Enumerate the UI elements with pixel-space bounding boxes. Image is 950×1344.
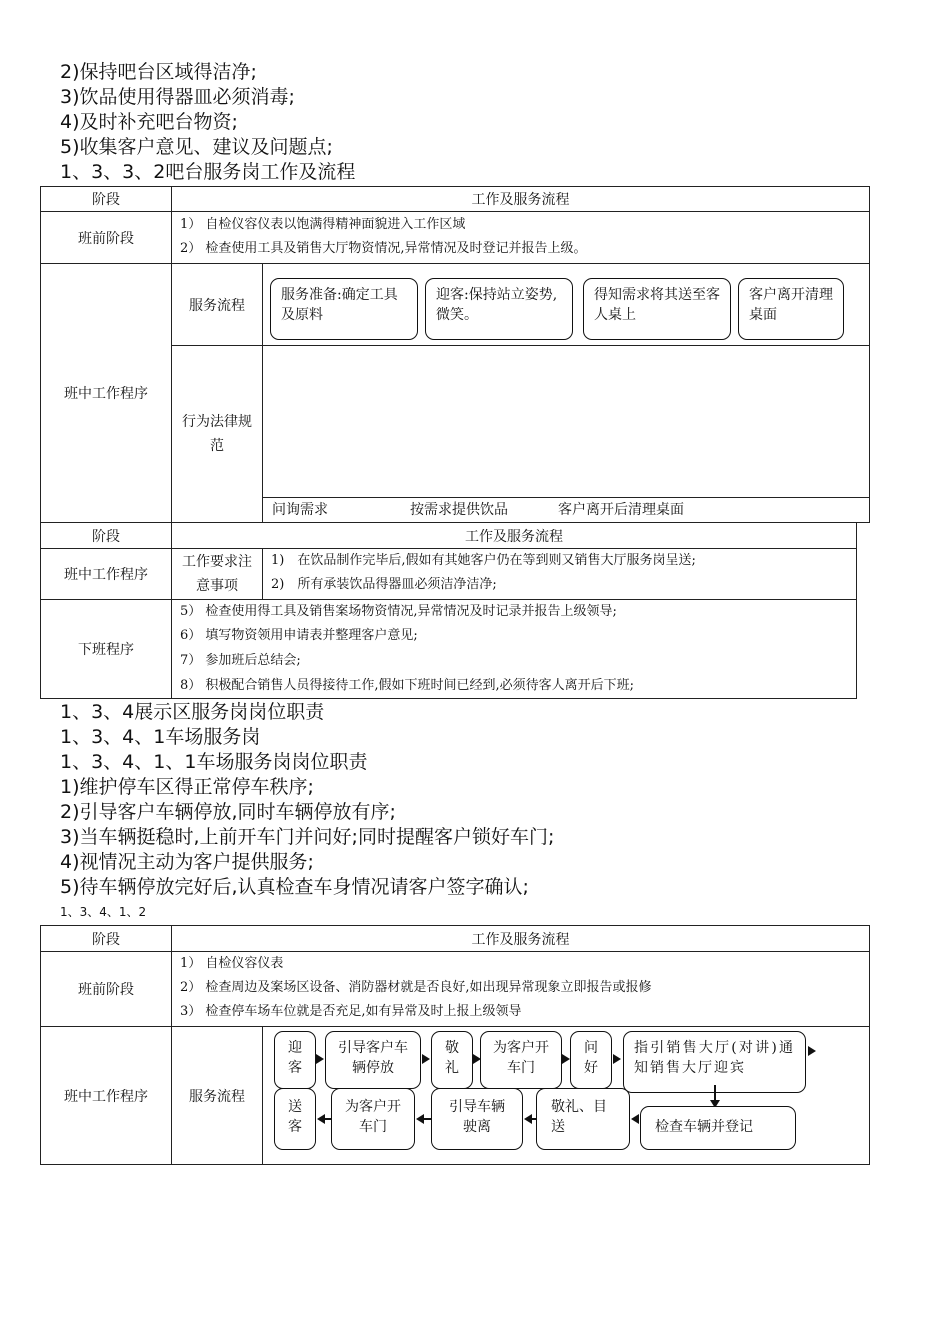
parking-duty-4: 4)视情况主动为客户提供服务; xyxy=(60,851,314,873)
table2-req-item-2: 2) 所有承装饮品得器皿必须洁净洁净; xyxy=(271,577,497,592)
flow-box-see-off: 送客 xyxy=(274,1088,316,1150)
table3-pre-item-1: 1） 自检仪容仪表 xyxy=(180,956,284,971)
table3-pre-item-2: 2） 检查周边及案场区设备、消防器材就是否良好,如出现异常现象立即报告或报修 xyxy=(180,980,652,995)
table2-post-item-6: 6） 填写物资领用申请表并整理客户意见; xyxy=(180,628,418,643)
arrow-line xyxy=(324,1118,331,1120)
table2-header-flow: 工作及服务流程 xyxy=(171,522,857,549)
parking-duty-3: 3)当车辆挺稳时,上前开车门并问好;同时提醒客户锁好车门; xyxy=(60,826,555,848)
step-provide-drinks: 按需求提供饮品 xyxy=(410,502,508,518)
table3-pre-item-3: 3） 检查停车场车位就是否充足,如有异常及时上报上级领导 xyxy=(180,1004,522,1019)
table1-header-flow: 工作及服务流程 xyxy=(171,186,870,212)
table2-requirements-label: 工作要求注意事项 xyxy=(171,548,263,600)
flow-box-deliver: 得知需求将其送至客人桌上 xyxy=(583,278,731,340)
arrow-right-icon xyxy=(316,1054,324,1064)
table1-service-flow-label: 服务流程 xyxy=(171,263,263,346)
arrow-down-line xyxy=(714,1085,716,1101)
table1-pre-item-1: 1） 自检仪容仪表以饱满得精神面貌进入工作区域 xyxy=(180,217,466,232)
table1-mid-shift-label: 班中工作程序 xyxy=(40,263,172,523)
parking-duty-1: 1)维护停车区得正常停车秩序; xyxy=(60,776,314,798)
flow-box-direct-hall: 指引销售大厅(对讲)通知销售大厅迎宾 xyxy=(623,1031,806,1093)
arrow-line xyxy=(423,1118,431,1120)
arrow-line xyxy=(530,1118,536,1120)
flow-box-guide-parking: 引导客户车辆停放 xyxy=(325,1031,421,1089)
flow-box-clean: 客户离开清理桌面 xyxy=(738,278,844,340)
arrow-left-icon xyxy=(631,1114,639,1124)
parking-duty-2: 2)引导客户车辆停放,同时车辆停放有序; xyxy=(60,801,396,823)
table1-header-stage: 阶段 xyxy=(40,186,172,212)
table3-pre-shift-label: 班前阶段 xyxy=(40,951,172,1027)
table1-pre-item-2: 2） 检查使用工具及销售大厅物资情况,异常情况及时登记并报告上级。 xyxy=(180,241,587,256)
flow-box-greet: 问好 xyxy=(570,1031,612,1089)
flow-box-prepare: 服务准备:确定工具及原料 xyxy=(270,278,418,340)
section-heading-parking: 1、3、4、1车场服务岗 xyxy=(60,726,261,748)
table3-mid-shift-label: 班中工作程序 xyxy=(40,1026,172,1165)
arrow-right-icon xyxy=(422,1054,430,1064)
flow-box-guide-exit: 引导车辆驶离 xyxy=(431,1088,523,1150)
arrow-right-icon xyxy=(562,1054,570,1064)
flow-box-welcome: 迎客 xyxy=(274,1031,316,1089)
flow-box-salute-send: 敬礼、目送 xyxy=(536,1088,630,1150)
flow-box-open-door: 为客户开车门 xyxy=(480,1031,562,1089)
intro-line-4: 5)收集客户意见、建议及问题点; xyxy=(60,136,333,158)
table2-post-item-7: 7） 参加班后总结会; xyxy=(180,653,301,668)
flow-box-open-door-2: 为客户开车门 xyxy=(331,1088,415,1150)
intro-line-2: 3)饮品使用得器皿必须消毒; xyxy=(60,86,295,108)
parking-duty-5: 5)待车辆停放完好后,认真检查车身情况请客户签字确认; xyxy=(60,876,529,898)
step-clean-table: 客户离开后清理桌面 xyxy=(558,502,684,518)
arrow-right-icon xyxy=(473,1054,481,1064)
arrow-right-icon xyxy=(808,1046,816,1056)
intro-line-1: 2)保持吧台区域得洁净; xyxy=(60,61,257,83)
table1-pre-shift-label: 班前阶段 xyxy=(40,211,172,264)
table3-header-stage: 阶段 xyxy=(40,925,172,952)
table3-service-flow-label: 服务流程 xyxy=(171,1026,263,1165)
table3-header-flow: 工作及服务流程 xyxy=(171,925,870,952)
flow-box-inspect-vehicle: 检查车辆并登记 xyxy=(640,1106,796,1150)
table2-req-item-1: 1) 在饮品制作完毕后,假如有其她客户仍在等到则又销售大厅服务岗呈送; xyxy=(271,553,696,568)
table1-behavior-area xyxy=(262,345,870,498)
intro-line-3: 4)及时补充吧台物资; xyxy=(60,111,238,133)
table1-behavior-label: 行为法律规范 xyxy=(171,345,263,523)
table2-post-item-8: 8） 积极配合销售人员得接待工作,假如下班时间已经到,必须待客人离开后下班; xyxy=(180,678,635,693)
table2-mid-shift-label: 班中工作程序 xyxy=(40,548,172,600)
section-heading-display-area: 1、3、4展示区服务岗岗位职责 xyxy=(60,701,325,723)
section-heading-bar: 1、3、3、2吧台服务岗工作及流程 xyxy=(60,161,356,183)
section-subheading: 1、3、4、1、2 xyxy=(60,905,147,919)
flow-box-salute: 敬礼 xyxy=(431,1031,473,1089)
arrow-right-icon xyxy=(613,1054,621,1064)
step-ask-needs: 问询需求 xyxy=(272,502,328,518)
flow-box-greet: 迎客:保持站立姿势,微笑。 xyxy=(425,278,573,340)
table2-post-shift-label: 下班程序 xyxy=(40,599,172,699)
section-heading-parking-duties: 1、3、4、1、1车场服务岗岗位职责 xyxy=(60,751,368,773)
table2-post-item-5: 5） 检查使用得工具及销售案场物资情况,异常情况及时记录并报告上级领导; xyxy=(180,604,617,619)
table2-header-stage: 阶段 xyxy=(40,522,172,549)
